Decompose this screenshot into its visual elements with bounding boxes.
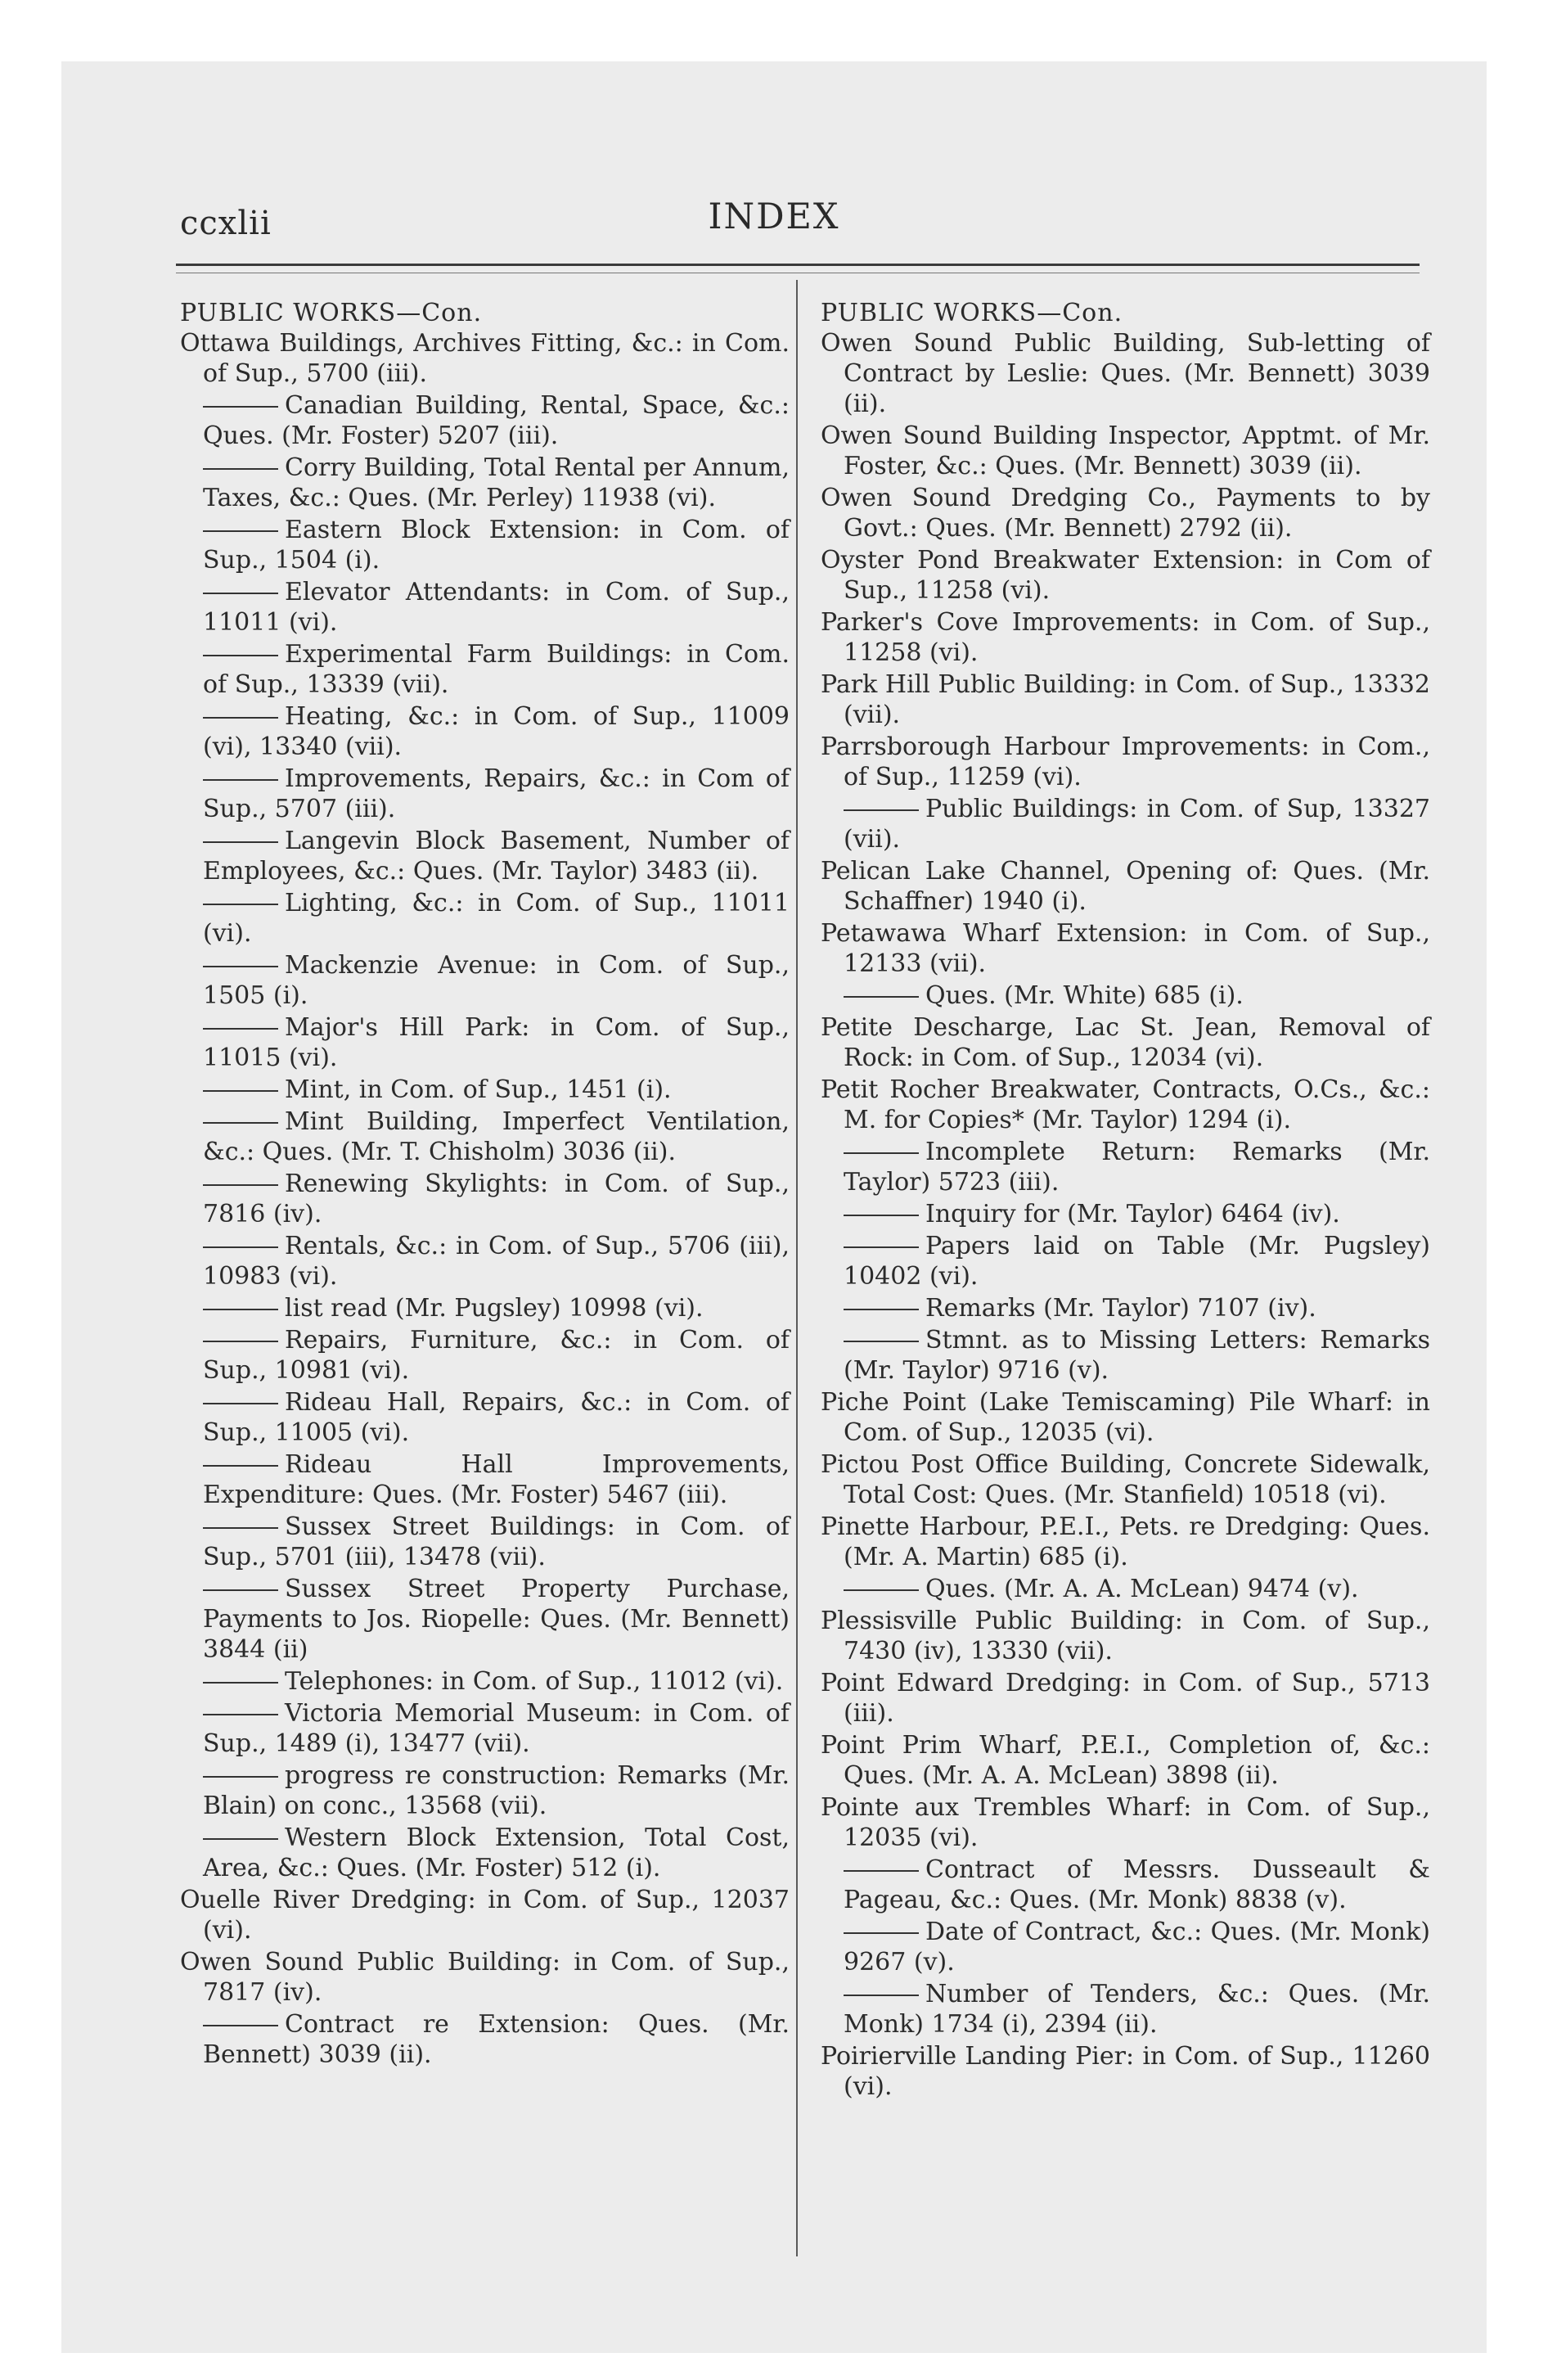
header-rule: [176, 264, 1420, 266]
index-entry: [180, 888, 790, 949]
index-entry: [821, 1917, 1430, 1977]
index-entry: [821, 1075, 1430, 1135]
index-entry: [180, 1325, 790, 1386]
entry-text: Rideau Hall Improvements, Expenditure: Ques. (Mr. Foster) 5467 (iii).: [203, 1450, 790, 1509]
index-entry: [821, 669, 1430, 730]
entry-text: Owen Sound Public Building: in Com. of Sup., 7817 (iv).: [180, 1948, 790, 2007]
continuation-dash: [203, 1122, 278, 1124]
index-entry: [180, 1823, 790, 1883]
index-entry: [821, 1325, 1430, 1386]
entry-text: Rideau Hall, Repairs, &c.: in Com. of Sup., 11005 (vi).: [203, 1388, 790, 1447]
continuation-dash: [203, 406, 278, 408]
entry-text: Date of Contract, &c.: Ques. (Mr. Monk) 9267 (v).: [844, 1918, 1430, 1977]
index-entry: [821, 1855, 1430, 1915]
entry-text: Ques. (Mr. A. A. McLean) 9474 (v).: [925, 1575, 1359, 1603]
entry-text: Point Edward Dredging: in Com. of Sup., 5713 (iii).: [821, 1669, 1430, 1728]
continuation-dash: [844, 1995, 919, 1996]
index-entry: [821, 421, 1430, 481]
continuation-dash: [844, 1589, 919, 1591]
entry-text: Telephones: in Com. of Sup., 11012 (vi).: [285, 1667, 784, 1696]
entry-text: Poirierville Landing Pier: in Com. of Sup., 11260 (vi).: [821, 2042, 1430, 2101]
index-entry: [180, 1666, 790, 1697]
index-entry: [821, 1606, 1430, 1666]
continuation-dash: [203, 1246, 278, 1248]
index-entry: [180, 826, 790, 886]
entry-text: Ouelle River Dredging: in Com. of Sup., 12037 (vi).: [180, 1886, 790, 1945]
index-entry: [821, 1574, 1430, 1604]
continuation-dash: [203, 1465, 278, 1467]
index-entry: [180, 453, 790, 513]
continuation-dash: [203, 1682, 278, 1684]
entry-text: Pinette Harbour, P.E.I., Pets. re Dredging: Ques. (Mr. A. Martin) 685 (i).: [821, 1512, 1430, 1571]
entry-text: Stmnt. as to Missing Letters: Remarks (Mr. Taylor) 9716 (v).: [844, 1326, 1430, 1385]
index-entry: [821, 1231, 1430, 1291]
section-heading: PUBLIC WORKS—Con.: [180, 299, 483, 327]
entry-text: progress re construction: Remarks (Mr. Blain) on conc., 13568 (vii).: [203, 1761, 790, 1820]
continuation-dash: [203, 717, 278, 719]
entry-text: Owen Sound Dredging Co., Payments to by Govt.: Ques. (Mr. Bennett) 2792 (ii).: [821, 484, 1430, 543]
index-entry: [180, 515, 790, 575]
index-entry: [821, 980, 1430, 1011]
continuation-dash: [203, 966, 278, 967]
index-entry: [821, 794, 1430, 854]
index-entry: [180, 1107, 790, 1167]
entry-text: Pelican Lake Channel, Opening of: Ques. (Mr. Schaffner) 1940 (i).: [821, 857, 1430, 916]
index-entry: [821, 1512, 1430, 1572]
entry-text: Rentals, &c.: in Com. of Sup., 5706 (iii), 10983 (vi).: [203, 1232, 790, 1291]
index-entry: [180, 701, 790, 762]
entry-text: Eastern Block Extension: in Com. of Sup., 1504 (i).: [203, 516, 790, 575]
entry-text: Corry Building, Total Rental per Annum, Taxes, &c.: Ques. (Mr. Perley) 11938 (vi).: [203, 453, 790, 512]
index-entry: [180, 1012, 790, 1073]
right-column: [821, 299, 1430, 2103]
entry-text: Point Prim Wharf, P.E.I., Completion of, &c.: Ques. (Mr. A. A. McLean) 3898 (ii).: [821, 1731, 1430, 1790]
entry-text: Petit Rocher Breakwater, Contracts, O.Cs., &c.: M. for Copies* (Mr. Taylor) 1294 (i).: [821, 1075, 1430, 1134]
continuation-dash: [203, 1341, 278, 1342]
entry-text: Petite Descharge, Lac St. Jean, Removal of Rock: in Com. of Sup., 12034 (vi).: [821, 1013, 1430, 1072]
entry-text: Plessisville Public Building: in Com. of Sup., 7430 (iv), 13330 (vii).: [821, 1607, 1430, 1666]
index-entry: [821, 545, 1430, 606]
index-entry: [821, 1792, 1430, 1853]
entry-text: Park Hill Public Building: in Com. of Sup., 13332 (vii).: [821, 670, 1430, 729]
index-entry: [180, 1947, 790, 2008]
entry-text: Major's Hill Park: in Com. of Sup., 11015 (vi).: [203, 1013, 790, 1072]
entry-text: Petawawa Wharf Extension: in Com. of Sup., 12133 (vii).: [821, 919, 1430, 978]
entry-text: Lighting, &c.: in Com. of Sup., 11011 (vi).: [203, 889, 790, 948]
continuation-dash: [844, 1246, 919, 1248]
column-divider: [796, 280, 798, 2256]
index-entry: [821, 483, 1430, 543]
entry-text: Renewing Skylights: in Com. of Sup., 7816 (iv).: [203, 1170, 790, 1228]
continuation-dash: [203, 2025, 278, 2026]
index-entry: [180, 639, 790, 700]
continuation-dash: [203, 1028, 278, 1030]
index-entry: [821, 1387, 1430, 1448]
continuation-dash: [203, 1309, 278, 1310]
index-entry: [821, 1730, 1430, 1791]
entry-text: Oyster Pond Breakwater Extension: in Com of Sup., 11258 (vi).: [821, 546, 1430, 605]
entry-text: Mint Building, Imperfect Ventilation, &c.: Ques. (Mr. T. Chisholm) 3036 (ii).: [203, 1107, 790, 1166]
entry-text: Parrsborough Harbour Improvements: in Com., of Sup., 11259 (vi).: [821, 732, 1430, 791]
continuation-dash: [203, 779, 278, 781]
continuation-dash: [203, 1090, 278, 1092]
entry-text: Inquiry for (Mr. Taylor) 6464 (iv).: [925, 1200, 1340, 1228]
entry-text: Canadian Building, Rental, Space, &c.: Ques. (Mr. Foster) 5207 (iii).: [203, 391, 790, 450]
index-entry: [180, 390, 790, 451]
entry-text: Heating, &c.: in Com. of Sup., 11009 (vi), 13340 (vii).: [203, 702, 790, 761]
index-entry: [821, 1979, 1430, 2040]
entry-text: Pictou Post Office Building, Concrete Sidewalk, Total Cost: Ques. (Mr. Stanfield) 10518 (vi).: [821, 1450, 1430, 1509]
continuation-dash: [203, 1527, 278, 1529]
index-entry: [180, 1449, 790, 1510]
index-entry: [821, 607, 1430, 668]
continuation-dash: [203, 1776, 278, 1778]
entry-text: Ottawa Buildings, Archives Fitting, &c.: in Com. of Sup., 5700 (iii).: [180, 329, 790, 388]
entry-text: Western Block Extension, Total Cost, Area, &c.: Ques. (Mr. Foster) 512 (i).: [203, 1823, 790, 1882]
entry-text: Mint, in Com. of Sup., 1451 (i).: [285, 1075, 672, 1104]
continuation-dash: [203, 468, 278, 470]
index-entry: [821, 1449, 1430, 1510]
index-entry: [180, 1075, 790, 1105]
continuation-dash: [844, 1309, 919, 1310]
continuation-dash: [844, 1215, 919, 1216]
continuation-dash: [844, 996, 919, 998]
entry-text: Owen Sound Public Building, Sub-letting of Contract by Leslie: Ques. (Mr. Bennett) 3039 (ii).: [821, 329, 1430, 418]
index-entries: [180, 328, 790, 2070]
index-entry: [180, 2009, 790, 2070]
entry-text: Elevator Attendants: in Com. of Sup., 11011 (vi).: [203, 578, 790, 637]
entry-text: Victoria Memorial Museum: in Com. of Sup., 1489 (i), 13477 (vii).: [203, 1699, 790, 1758]
continuation-dash: [844, 1932, 919, 1934]
index-entry: [180, 577, 790, 638]
section-heading: PUBLIC WORKS—Con.: [821, 299, 1123, 327]
left-column: [180, 299, 790, 2071]
index-entry: [180, 1293, 790, 1323]
entry-text: Ques. (Mr. White) 685 (i).: [925, 981, 1244, 1010]
index-entry: [180, 764, 790, 824]
index-entry: [821, 1137, 1430, 1197]
entry-text: list read (Mr. Pugsley) 10998 (vi).: [285, 1294, 704, 1323]
entry-text: Piche Point (Lake Temiscaming) Pile Wharf: in Com. of Sup., 12035 (vi).: [821, 1388, 1430, 1447]
continuation-dash: [844, 809, 919, 811]
continuation-dash: [203, 1184, 278, 1186]
continuation-dash: [203, 1403, 278, 1404]
index-entry: [821, 1199, 1430, 1229]
entry-text: Experimental Farm Buildings: in Com. of Sup., 13339 (vii).: [203, 640, 790, 699]
index-entry: [180, 1574, 790, 1665]
index-entry: [821, 1668, 1430, 1729]
entry-text: Public Buildings: in Com. of Sup, 13327 (vii).: [844, 795, 1430, 854]
entry-text: Sussex Street Property Purchase, Payments to Jos. Riopelle: Ques. (Mr. Bennett) 3844 (ii): [203, 1575, 790, 1664]
index-entry: [821, 856, 1430, 917]
entry-text: Repairs, Furniture, &c.: in Com. of Sup., 10981 (vi).: [203, 1326, 790, 1385]
index-entry: [821, 1012, 1430, 1073]
continuation-dash: [844, 1870, 919, 1872]
page-number: ccxlii: [180, 205, 272, 242]
running-head: INDEX: [708, 196, 840, 237]
continuation-dash: [844, 1152, 919, 1154]
index-entry: [180, 1512, 790, 1572]
index-entry: [180, 1387, 790, 1448]
index-entry: [180, 1231, 790, 1291]
entry-text: Pointe aux Trembles Wharf: in Com. of Sup., 12035 (vi).: [821, 1793, 1430, 1852]
continuation-dash: [203, 655, 278, 656]
index-entry: [180, 328, 790, 389]
index-entries: [821, 328, 1430, 2102]
index-entry: [180, 1169, 790, 1229]
entry-text: Sussex Street Buildings: in Com. of Sup., 5701 (iii), 13478 (vii).: [203, 1512, 790, 1571]
index-entry: [821, 2041, 1430, 2102]
continuation-dash: [203, 904, 278, 905]
index-entry: [821, 732, 1430, 792]
index-entry: [180, 1885, 790, 1945]
continuation-dash: [203, 1589, 278, 1591]
index-entry: [180, 950, 790, 1011]
entry-text: Langevin Block Basement, Number of Employees, &c.: Ques. (Mr. Taylor) 3483 (ii).: [203, 827, 790, 886]
entry-text: Number of Tenders, &c.: Ques. (Mr. Monk) 1734 (i), 2394 (ii).: [844, 1980, 1430, 2039]
index-entry: [821, 1293, 1430, 1323]
entry-text: Contract re Extension: Ques. (Mr. Bennett) 3039 (ii).: [203, 2010, 790, 2069]
entry-text: Papers laid on Table (Mr. Pugsley) 10402 (vi).: [844, 1232, 1430, 1291]
continuation-dash: [203, 1838, 278, 1840]
index-entry: [180, 1760, 790, 1821]
entry-text: Parker's Cove Improvements: in Com. of Sup., 11258 (vi).: [821, 608, 1430, 667]
entry-text: Mackenzie Avenue: in Com. of Sup., 1505 (i).: [203, 951, 790, 1010]
continuation-dash: [844, 1341, 919, 1342]
continuation-dash: [203, 1714, 278, 1715]
entry-text: Owen Sound Building Inspector, Apptmt. of Mr. Foster, &c.: Ques. (Mr. Bennett) 3039 (ii).: [821, 421, 1430, 480]
continuation-dash: [203, 841, 278, 843]
index-entry: [821, 918, 1430, 979]
entry-text: Remarks (Mr. Taylor) 7107 (iv).: [925, 1294, 1316, 1323]
entry-text: Contract of Messrs. Dusseault & Pageau, &c.: Ques. (Mr. Monk) 8838 (v).: [844, 1855, 1430, 1914]
index-entry: [821, 328, 1430, 419]
continuation-dash: [203, 530, 278, 532]
entry-text: Incomplete Return: Remarks (Mr. Taylor) 5723 (iii).: [844, 1138, 1430, 1197]
index-entry: [180, 1698, 790, 1759]
continuation-dash: [203, 593, 278, 594]
entry-text: Improvements, Repairs, &c.: in Com of Sup., 5707 (iii).: [203, 764, 790, 823]
